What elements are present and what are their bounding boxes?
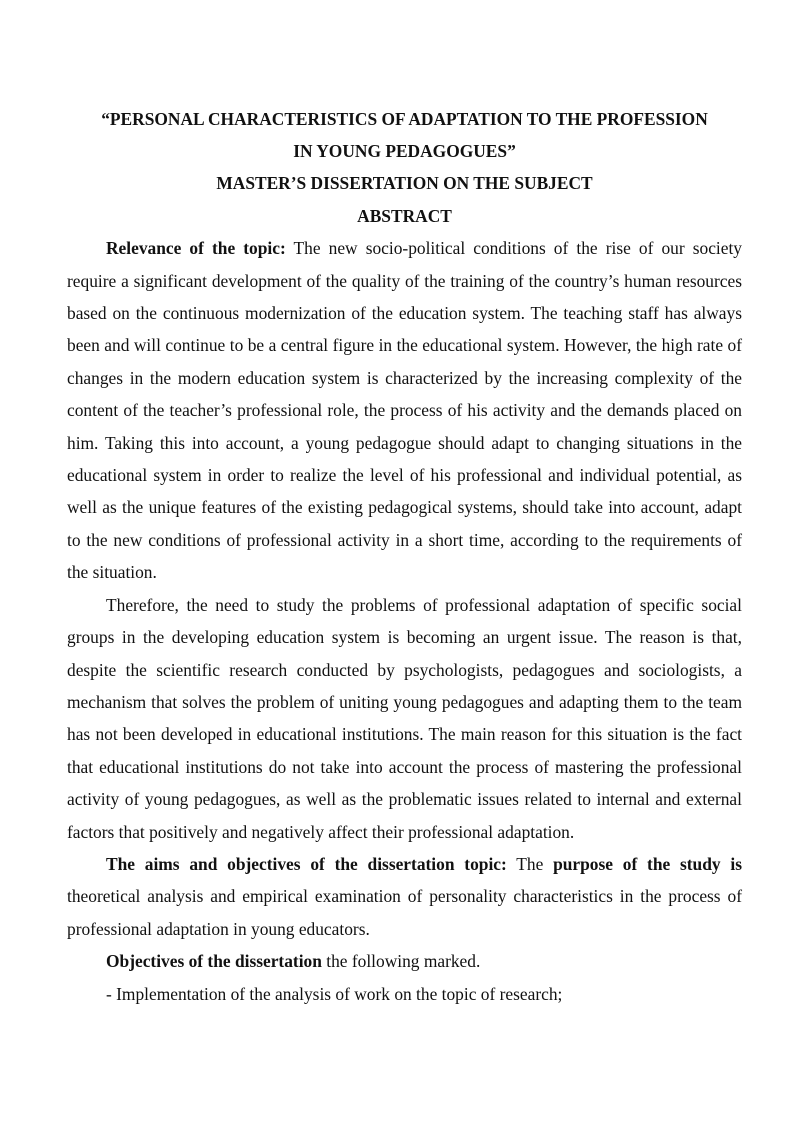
objectives-label: Objectives of the dissertation xyxy=(106,951,322,972)
title-line-1: “PERSONAL CHARACTERISTICS OF ADAPTATION TO THE PROFESSION xyxy=(101,109,708,129)
relevance-label: Relevance of the topic: xyxy=(106,238,286,259)
document-page xyxy=(67,103,742,1010)
therefore-text: Therefore, the need to study the problems of professional adaptation of specific social groups in the developing education system is becoming an urgent issue. The reason is that, despite the scientific research conducted by psychologists, pedagogues and sociologists, a mechanism that solves the problem of uniting young pedagogues and adapting them to the team has not been developed in educational institutions. The main reason for this situation is the fact that educational institutions do not take into account the process of mastering the professional activity of young pedagogues, as well as the problematic issues related to internal and external factors that positively and negatively affect their professional adaptation. xyxy=(67,594,742,842)
title-line-3: MASTER’S DISSERTATION ON THE SUBJECT xyxy=(216,173,593,194)
list-item: - Implementation of the analysis of work on the topic of research; xyxy=(106,983,563,1004)
aims-mid: The xyxy=(506,853,554,874)
objectives-text: the following marked. xyxy=(321,951,481,972)
abstract-heading: ABSTRACT xyxy=(357,205,452,226)
title-line-2: IN YOUNG PEDAGOGUES” xyxy=(293,141,516,161)
relevance-text: The new socio-political conditions of the rise of our society require a significant development of the quality of the training of the country’s human resources based on the continuous modernization of the education system. The teaching staff has always been and will continue to be a central figure in the educational system. However, the high rate of changes in the modern education system is characterized by the increasing complexity of the content of the teacher’s professional role, the process of his activity and the demands placed on him. Taking this into account, a young pedagogue should adapt to changing situations in the educational system in order to realize the level of his professional and individual potential, as well as the unique features of the existing pedagogical systems, should take into account, adapt to the new conditions of professional activity in a short time, according to the requirements of the situation. xyxy=(67,238,742,583)
aims-text: theoretical analysis and empirical examination of personality characteristics in the process of professional adaptation in young educators. xyxy=(67,886,742,939)
therefore-paragraph xyxy=(67,589,742,848)
aims-paragraph xyxy=(67,848,742,945)
objectives-paragraph xyxy=(67,945,742,977)
aims-label: The aims and objectives of the dissertation topic: xyxy=(106,853,507,874)
relevance-paragraph xyxy=(67,232,742,588)
purpose-label: purpose of the study is xyxy=(553,853,742,874)
